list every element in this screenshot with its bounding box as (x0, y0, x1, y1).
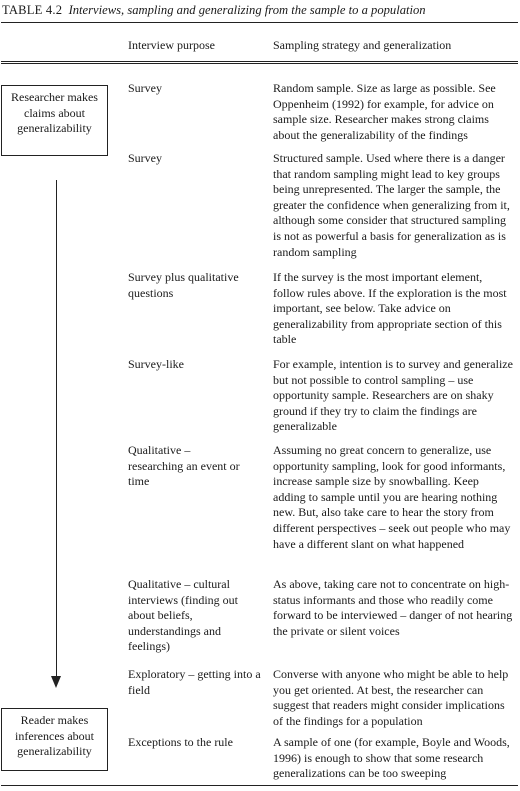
row-6-purpose: Qualitative – cultural interviews (finding out about beliefs, understandings and feelings) (128, 577, 238, 654)
row-6-strategy: As above, taking care not to concentrate on high-status informants and those who readily come forward to be interviewed – danger of not hearing the private or silent voices (273, 577, 513, 638)
row-5-strategy: Assuming no great concern to generalize, use opportunity sampling, look for good informants, increase sample size by snowballing. Keep adding to sample until you are hearing nothing new. But, also take care to hear the story from different perspectives – seek out people who may have a different slant on what happened (273, 443, 511, 551)
row-8-strategy: A sample of one (for example, Boyle and Woods, 1996) is enough to show that some research generalizations can be too sweeping (273, 735, 510, 781)
reader-inferences-box: Reader makes inferences about generalizability (1, 708, 108, 771)
top-rule (1, 22, 518, 23)
row-1-strategy: Random sample. Size as large as possible. See Oppenheim (1992) for example, for advice on sample size. Researcher makes strong claims about the generalizability of the findings (273, 81, 496, 142)
row-4-strategy: For example, intention is to survey and generalize but not possible to control sampling – use opportunity sample. Researchers are on shaky ground if they try to claim the findings are generalizable (273, 357, 513, 434)
row-7-strategy: Converse with anyone who might be able to help you get oriented. At best, the researcher can suggest that readers might consider implications of the findings for a population (273, 667, 509, 728)
row-5-purpose: Qualitative – researching an event or time (128, 443, 240, 489)
generalizability-arrow (56, 180, 57, 678)
row-7-purpose: Exploratory – getting into a field (128, 667, 261, 697)
row-3-strategy: If the survey is the most important element, follow rules above. If the exploration is the most important, see below. Take advice on generalizability from appropriate section of this table (273, 270, 507, 347)
table-caption (2, 3, 518, 18)
arrow-head-icon (51, 676, 61, 688)
bottom-rule (1, 785, 518, 786)
header-rule (1, 61, 518, 62)
table-title: Interviews, sampling and generalizing from the sample to a population (68, 3, 426, 17)
header-strategy: Sampling strategy and generalization (273, 38, 452, 52)
row-1-purpose: Survey (128, 81, 162, 95)
header-purpose: Interview purpose (128, 38, 215, 52)
researcher-claims-box: Researcher makes claims about generalizability (1, 85, 108, 156)
header-rule-2 (1, 63, 518, 64)
row-2-strategy: Structured sample. Used where there is a danger that random sampling might lead to key groups being unrepresented. The larger the sample, the greater the confidence when generalizing from it, although some consider that structured sampling is not as powerful a basis for generalization as is random sampling (273, 151, 510, 259)
row-4-purpose: Survey-like (128, 357, 184, 371)
row-2-purpose: Survey (128, 151, 162, 165)
row-8-purpose: Exceptions to the rule (128, 735, 233, 749)
table-number: TABLE 4.2 (2, 3, 63, 17)
row-3-purpose: Survey plus qualitative questions (128, 270, 239, 300)
